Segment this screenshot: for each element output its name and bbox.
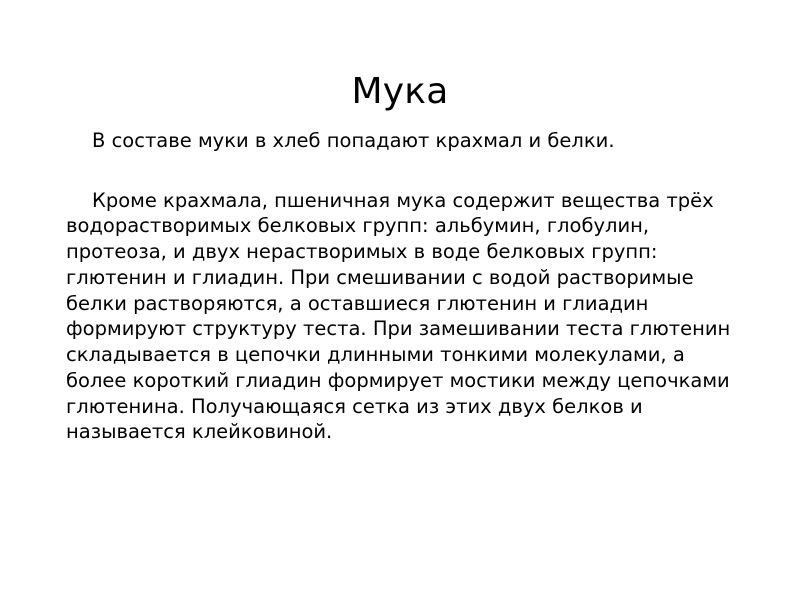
body-paragraph-2: Кроме крахмала, пшеничная мука содержит вещества трёх водорастворимых белковых групп: альбумин, глобулин, протеоза, и двух нерастворимых в воде белковых групп: глютенин и глиадин. При смешивании с водой растворимые белки растворяются, а оставшиеся глютенин и глиадин формируют структуру теста. При замешивании теста глютенин складывается в цепочки длинными тонкими молекулами, а более короткий глиадин формирует мостики между цепочками глютенина. Получающаяся сетка из этих двух белков и называется клейковиной. (66, 188, 731, 444)
slide-body (66, 128, 734, 445)
body-paragraph-1: В составе муки в хлеб попадают крахмал и белки. (92, 129, 615, 152)
page-title: Мука (351, 71, 449, 113)
